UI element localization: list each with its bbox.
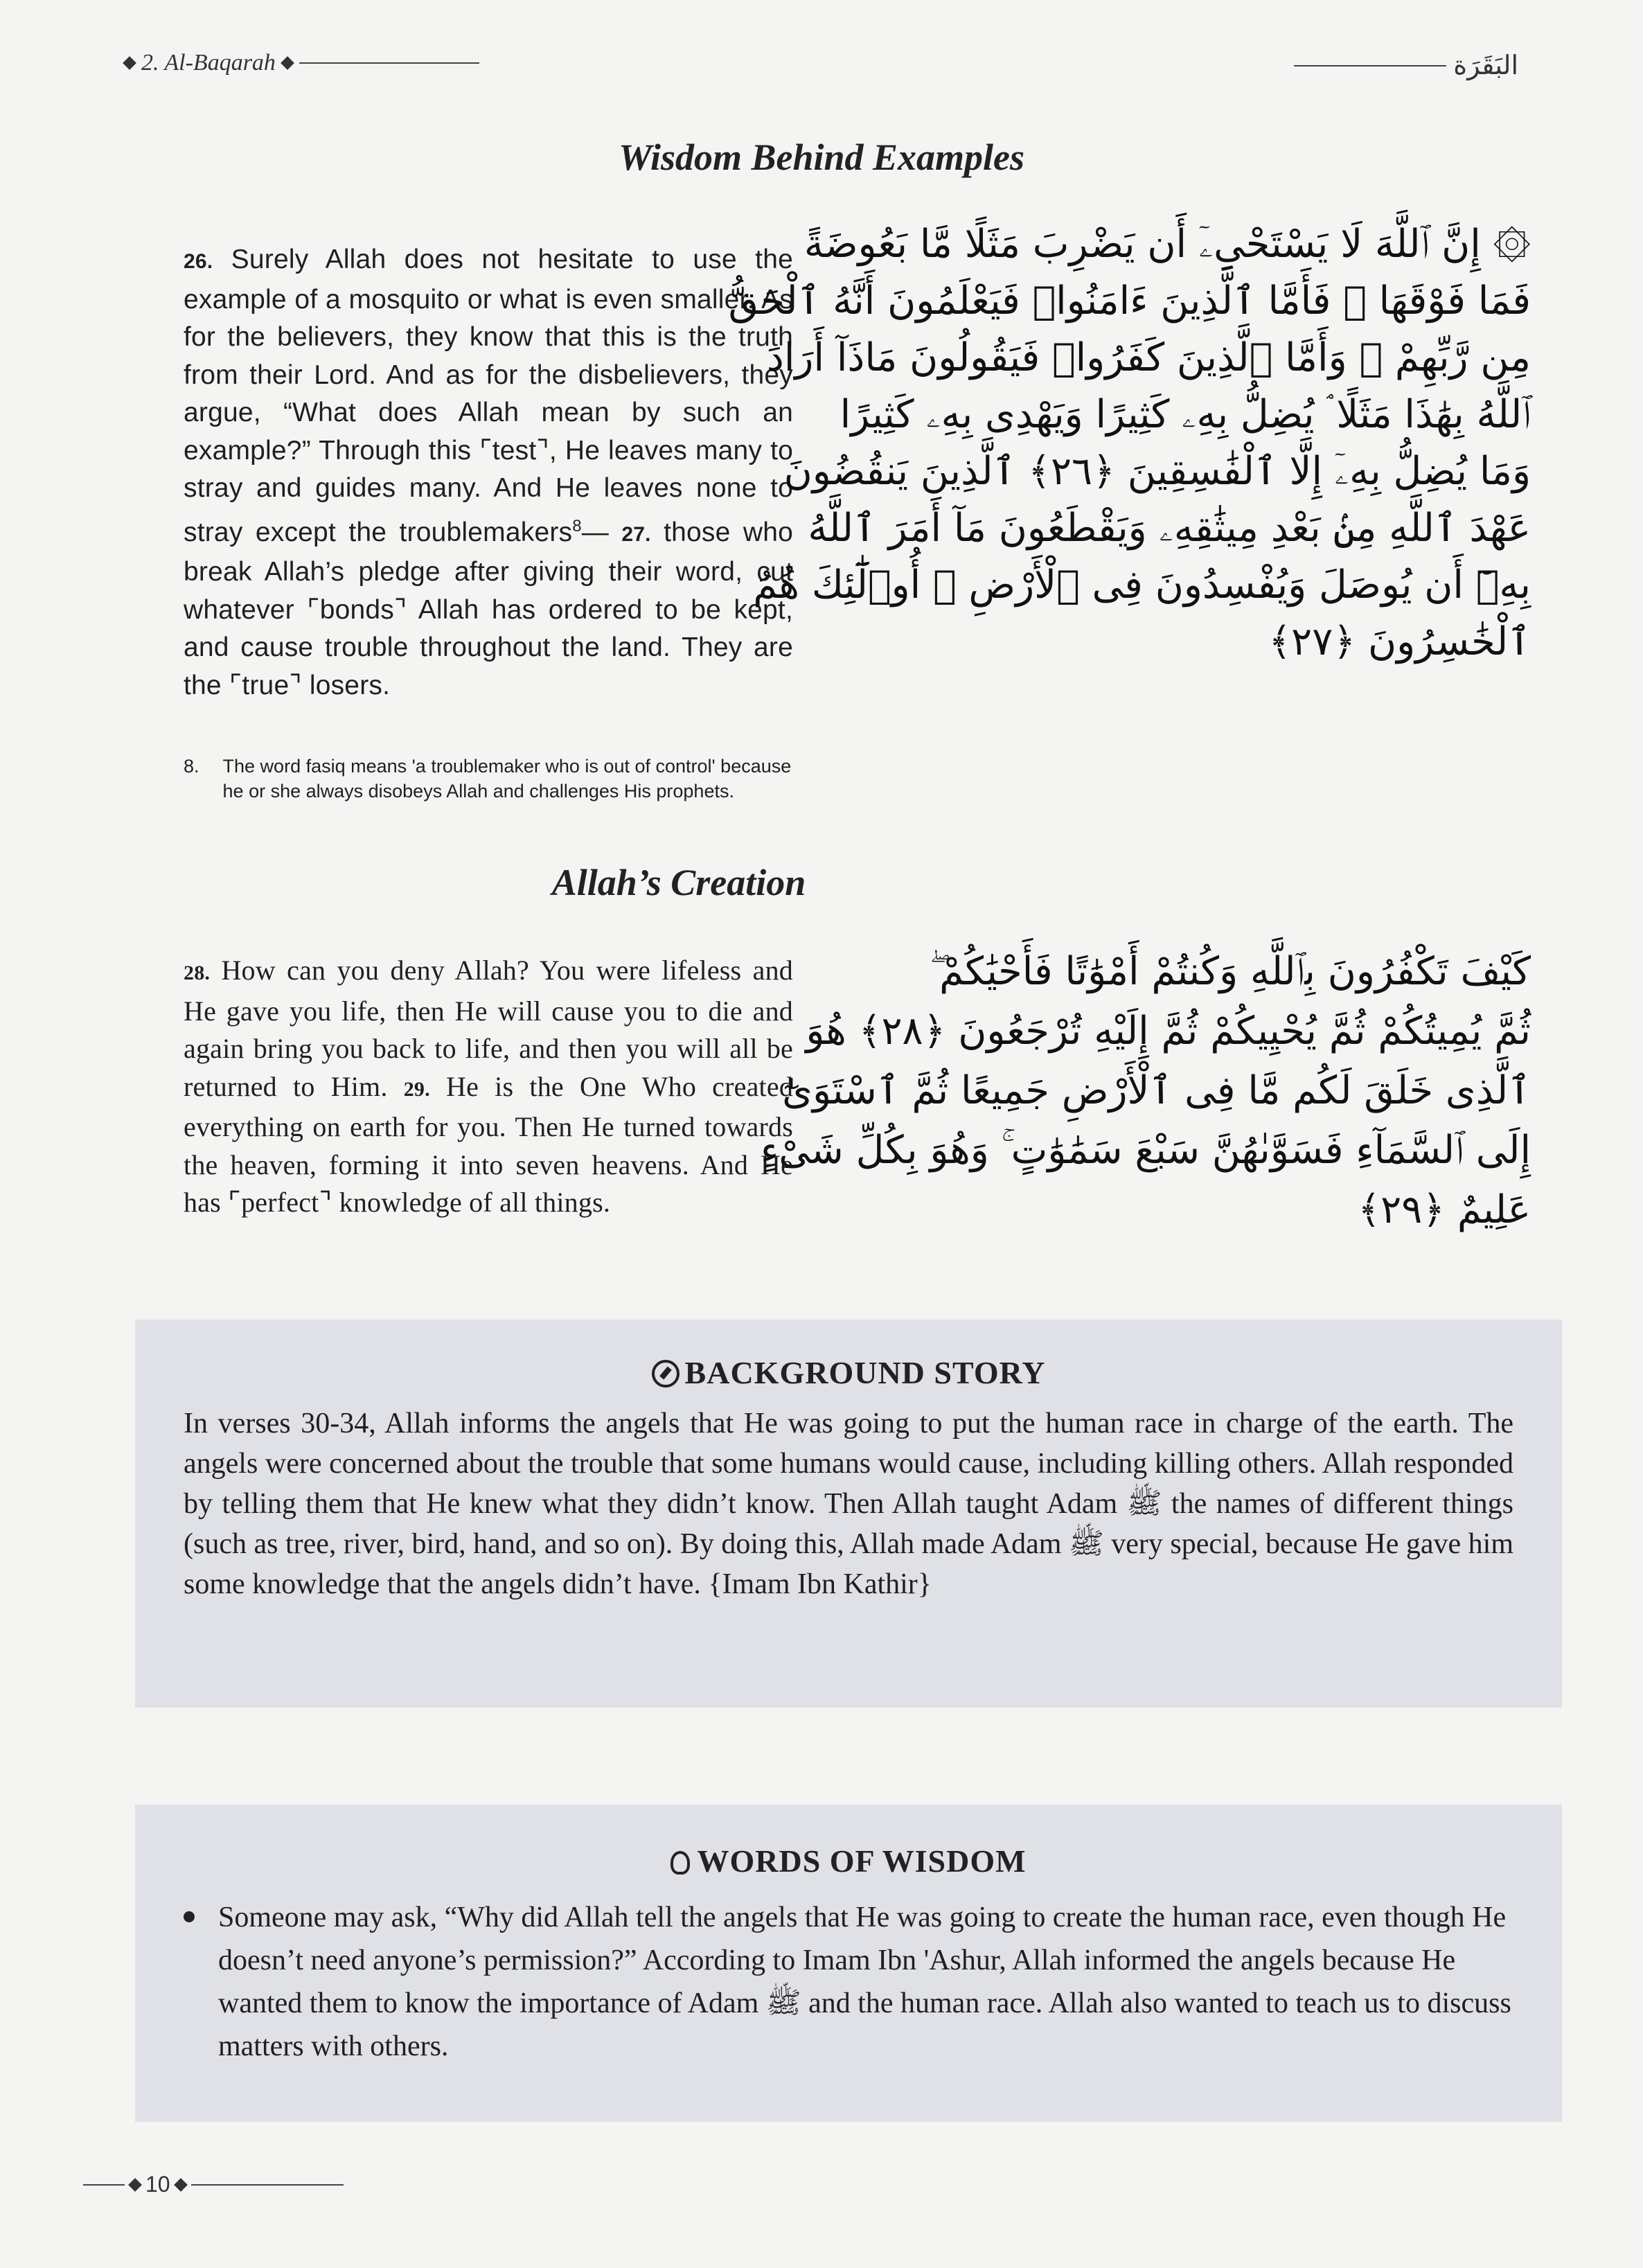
- heading-text: BACKGROUND STORY: [684, 1355, 1046, 1390]
- arabic-text: [760, 942, 1531, 1240]
- page-footer: [83, 2172, 344, 2197]
- verse-number: 27.: [621, 522, 651, 546]
- verse-number: 28.: [184, 962, 211, 984]
- arabic-line: مِن رَّبِّهِمْ ۖ وَأَمَّا ٱلَّذِينَ كَفَرُوا۟ فَيَقُولُونَ مَاذَآ أَرَادَ: [766, 335, 1531, 380]
- ornament-icon: [128, 2178, 142, 2192]
- header-rule: [299, 62, 479, 64]
- ornament-icon: [281, 56, 294, 70]
- background-story-heading: [184, 1354, 1513, 1391]
- dash: —: [581, 517, 609, 547]
- arabic-line: فَمَا فَوْقَهَا ۚ فَأَمَّا ٱلَّذِينَ ءَامَنُوا۟ فَيَعْلَمُونَ أَنَّهُ ٱلْحَقُّ: [728, 278, 1531, 324]
- verse-text: He is the One Who created everything on earth for you. Then He turned towards the heaven, forming it into seven heavens. And He has ⌜perfect⌝ knowledge of all things.: [184, 1070, 794, 1218]
- page-header: [125, 50, 1518, 91]
- arabic-line: ۞ إِنَّ ٱللَّهَ لَا يَسْتَحْىِۦٓ أَن يَضْرِبَ مَثَلًا مَّا بَعُوضَةً: [803, 222, 1531, 267]
- arabic-line: كَيْفَ تَكْفُرُونَ بِٱللَّهِ وَكُنتُمْ أَمْوَٰتًا فَأَحْيَٰكُمْ ۖ: [930, 949, 1531, 994]
- words-of-wisdom-box: [135, 1805, 1562, 2122]
- arabic-line: وَمَا يُضِلُّ بِهِۦٓ إِلَّا ٱلْفَٰسِقِينَ ﴿٢٦﴾ ٱلَّذِينَ يَنقُضُونَ: [783, 449, 1531, 494]
- section-title: Allah’s Creation: [551, 862, 806, 903]
- surah-title-arabic: البَقَرَة: [1453, 51, 1518, 80]
- lightbulb-icon: [670, 1851, 690, 1875]
- footnote-number: 8.: [184, 756, 199, 777]
- ornament-icon: [123, 56, 136, 70]
- verse-text: Surely Allah does not hesitate to use the example of a mosquito or what is even smaller. As for the believers, they know that this is the truth from their Lord. And as for the disbelievers, they argue, “What does Allah mean by such an example?” Through this ⌜test⌝, He leaves many to stray and guides many. And He leaves none to stray except the troublemakers: [184, 245, 793, 547]
- english-translation: [184, 952, 793, 1222]
- background-story-text: In verses 30-34, Allah informs the angels that He was going to put the human race in charge of the earth. The angels were concerned about the trouble that some humans would cause, including killing others. Allah responded by telling them that He knew what they didn’t know. Then Allah taught Adam ﷺ the names of different things (such as tree, river, bird, hand, and so on). By doing this, Allah made Adam ﷺ very special, because He gave him some knowledge that the angels didn’t have. {Imam Ibn Kathir}: [184, 1408, 1514, 1600]
- bullet-icon: [184, 1911, 195, 1922]
- arabic-line: بِهِۦٓ أَن يُوصَلَ وَيُفْسِدُونَ فِى ٱلْأَرْضِ ۚ أُو۟لَٰٓئِكَ هُمُ: [753, 562, 1531, 608]
- surah-title-english: 2. Al-Baqarah: [141, 50, 276, 76]
- ornament-icon: [174, 2178, 188, 2192]
- wisdom-text: Someone may ask, “Why did Allah tell the angels that He was going to create the human race, even though He doesn’t need anyone’s permission?” According to Imam Ibn 'Ashur, Allah informed the angels because He wanted them to know the importance of Adam ﷺ and the human race. Allah also wanted to teach us to discuss matters with others.: [218, 1902, 1511, 2062]
- verse-number: 29.: [403, 1077, 430, 1101]
- arabic-line: ٱلْخَٰسِرُونَ ﴿٢٧﴾: [1268, 619, 1531, 664]
- arabic-text: [728, 216, 1531, 671]
- page-number: 10: [145, 2172, 170, 2197]
- footnote-text: The word fasiq means 'a troublemaker who is out of control' because he or she always disobeys Allah and challenges His prophets.: [222, 756, 792, 801]
- arabic-line: عَلِيمٌ ﴿٢٩﴾: [1358, 1187, 1531, 1232]
- words-of-wisdom-heading: [184, 1843, 1513, 1879]
- verse-text: those who break Allah’s pledge after giving their word, cut whatever ⌜bonds⌝ Allah has ordered to be kept, and cause trouble throughout the land. They are the ⌜true⌝ losers.: [184, 517, 793, 700]
- heading-text: WORDS OF WISDOM: [697, 1843, 1027, 1879]
- compass-icon: [652, 1360, 680, 1388]
- wisdom-bullet: [184, 1896, 1513, 2068]
- footnote: [184, 754, 793, 804]
- arabic-line: ٱلَّذِى خَلَقَ لَكُم مَّا فِى ٱلْأَرْضِ جَمِيعًا ثُمَّ ٱسْتَوَىٰٓ: [782, 1068, 1531, 1113]
- header-rule: [1294, 65, 1446, 67]
- footnote-ref: 8: [572, 516, 582, 535]
- header-right: [1294, 50, 1518, 81]
- footer-rule: [83, 2184, 125, 2186]
- background-story-box: [135, 1320, 1562, 1708]
- header-left: [125, 50, 479, 76]
- arabic-line: إِلَى ٱلسَّمَآءِ فَسَوَّىٰهُنَّ سَبْعَ سَمَٰوَٰتٍ ۚ وَهُوَ بِكُلِّ شَىْءٍ: [760, 1128, 1531, 1173]
- english-translation: [184, 241, 793, 705]
- arabic-line: ٱللَّهُ بِهَٰذَا مَثَلًا ۘ يُضِلُّ بِهِۦ كَثِيرًا وَيَهْدِى بِهِۦ كَثِيرًا: [840, 392, 1531, 437]
- footer-rule: [191, 2184, 344, 2186]
- arabic-line: عَهْدَ ٱللَّهِ مِنۢ بَعْدِ مِيثَٰقِهِۦ وَيَقْطَعُونَ مَآ أَمَرَ ٱللَّهُ: [808, 506, 1531, 551]
- verse-text: How can you deny Allah? You were lifeless and He gave you life, then He will cause you to die and again bring you back to life, and then you will all be returned to Him.: [184, 955, 793, 1102]
- verse-number: 26.: [184, 250, 213, 273]
- arabic-line: ثُمَّ يُمِيتُكُمْ ثُمَّ يُحْيِيكُمْ ثُمَّ إِلَيْهِ تُرْجَعُونَ ﴿٢٨﴾ هُوَ: [806, 1009, 1531, 1054]
- section-title: Wisdom Behind Examples: [618, 136, 1025, 178]
